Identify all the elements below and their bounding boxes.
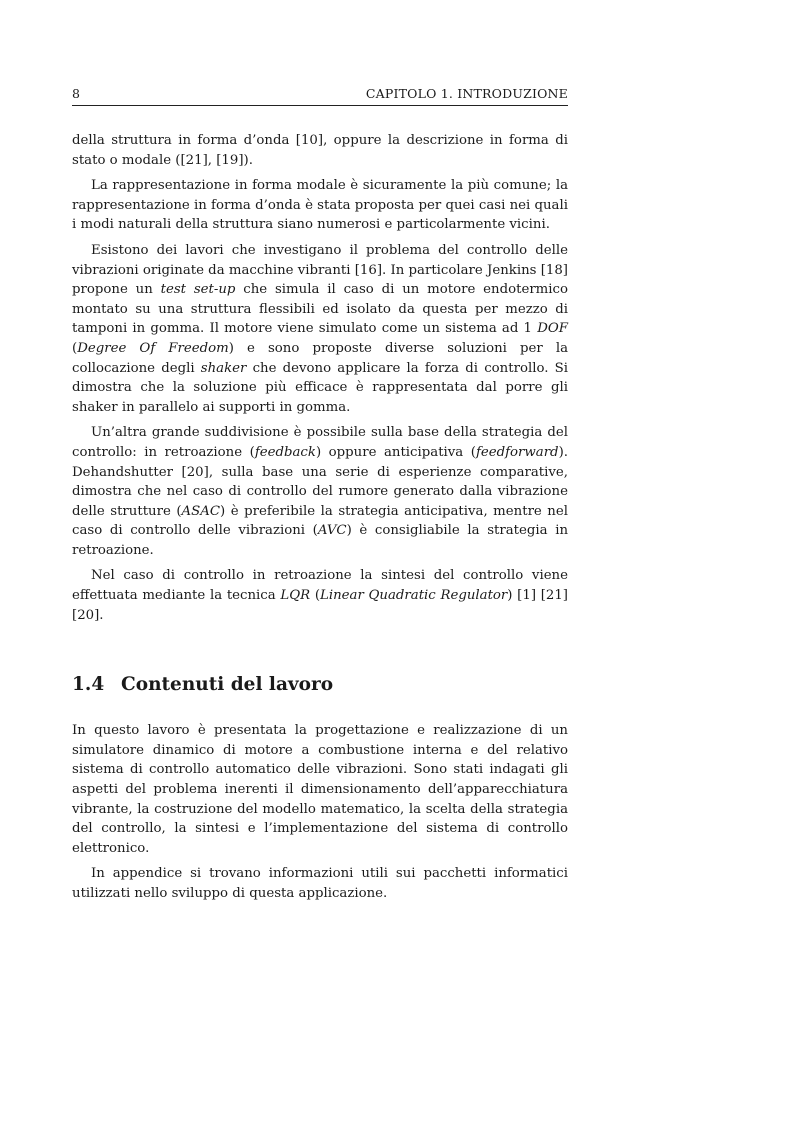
section-heading xyxy=(72,673,568,697)
text-run: che simula il caso di un motore endotermico montato su una struttura flessibili ed isolato da questa per mezzo di tamponi in gomma. Il motore viene simulato come un sistema ad 1 xyxy=(72,282,568,337)
page-number: 8 xyxy=(72,86,80,101)
italic-term: DOF xyxy=(537,321,568,337)
italic-term: test set-up xyxy=(160,282,236,298)
chapter-title: CAPITOLO 1. INTRODUZIONE xyxy=(365,86,568,101)
text-run: ) è consigliabile la strategia in retroazione. xyxy=(72,523,569,558)
text-run: La rappresentazione in forma modale è sicuramente la più comune; la rappresentazione in forma d’onda è stata proposta per quei casi nei quali i modi naturali della struttura siano numerosi e particolarmente vicini. xyxy=(72,178,568,233)
text-run: ) oppure anticipativa ( xyxy=(315,444,476,460)
text-run: In appendice si trovano informazioni utili sui pacchetti informatici utilizzati nello sviluppo di questa applicazione. xyxy=(72,866,568,901)
document-page xyxy=(72,86,568,910)
italic-term: feedforward xyxy=(475,444,559,460)
paragraphs-before-section xyxy=(72,131,568,625)
text-run: Nel caso di controllo in retroazione la sintesi del controllo viene effettuata mediante la tecnica xyxy=(72,568,568,604)
running-header xyxy=(72,86,568,102)
italic-term: feedback xyxy=(254,444,316,460)
text-run: ) [1] [21] [20]. xyxy=(72,588,568,623)
paragraph xyxy=(72,131,568,170)
text-run: ( xyxy=(310,588,321,604)
italic-term: AVC xyxy=(317,523,347,539)
text-run: ) e sono proposte diverse soluzioni per la collocazione degli xyxy=(72,340,569,376)
paragraph xyxy=(72,176,568,235)
section-number: 1.4 xyxy=(72,674,105,696)
header-rule xyxy=(72,105,568,106)
paragraph xyxy=(72,721,568,858)
text-run: della struttura in forma d’onda [10], oppure la descrizione in forma di stato o modale ([21], [19]). xyxy=(72,133,568,168)
text-run: che devono applicare la forza di controllo. Si dimostra che la soluzione più efficace è rappresentata dal porre gli shaker in parallelo ai supporti in gomma. xyxy=(72,360,568,415)
text-run: Esistono dei lavori che investigano il problema del controllo delle vibrazioni originate da macchine vibranti [16]. In particolare Jenkins [18] propone un xyxy=(72,242,568,298)
text-run: ) è preferibile la strategia anticipativa, mentre nel caso di controllo delle vibrazioni ( xyxy=(72,503,568,539)
text-run: ( xyxy=(72,340,78,356)
paragraph xyxy=(72,241,568,417)
body-text xyxy=(72,131,568,904)
paragraph xyxy=(72,423,568,560)
text-run: ). Dehandshutter [20], sulla base una serie di esperienze comparative, dimostra che nel caso di controllo del rumore generato dalla vibrazione delle strutture ( xyxy=(72,444,568,519)
paragraph xyxy=(72,566,568,625)
italic-term: Linear Quadratic Regulator xyxy=(320,588,508,604)
text-run: In questo lavoro è presentata la progettazione e realizzazione di un simulatore dinamico di motore a combustione interna e del relativo sistema di controllo automatico delle vibrazioni. Sono stati indagati gli aspetti del problema inerenti il dimensionamento dell’apparecchiatura vibrante, la costruzione del modello matematico, la scelta della strategia del controllo, la sintesi e l’implementazione del sistema di controllo elettronico. xyxy=(72,723,568,856)
italic-term: shaker xyxy=(200,360,247,376)
paragraphs-after-section xyxy=(72,721,568,903)
italic-term: LQR xyxy=(280,588,311,604)
paragraph xyxy=(72,864,568,903)
section-title: Contenuti del lavoro xyxy=(121,674,334,696)
italic-term: Degree Of Freedom xyxy=(77,340,229,356)
text-run: Un’altra grande suddivisione è possibile sulla base della strategia del controllo: in retroazione ( xyxy=(72,425,568,460)
italic-term: ASAC xyxy=(181,503,221,519)
